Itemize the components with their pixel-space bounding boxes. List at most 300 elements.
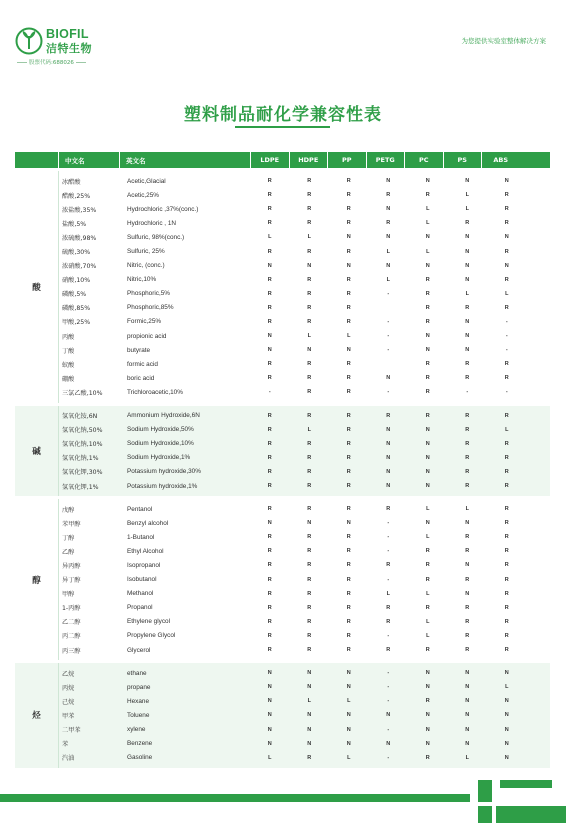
rating-pc: R [425,192,430,199]
rating-abs: R [504,590,509,597]
rating-ldpe: N [267,347,272,354]
rating-pp: N [346,234,351,241]
rating-ps: N [465,262,470,269]
rating-ps: L [465,754,469,761]
rating-ldpe: N [267,684,272,691]
rating-hdpe: R [307,440,312,447]
rating-ps: R [465,548,470,555]
chemical-name-cn: 浓硝酸,70% [62,263,97,271]
chemical-name-cn: 丙三醇 [62,647,81,655]
rating-abs: R [504,647,509,654]
table-row [59,409,550,423]
rating-pp: R [346,426,351,433]
rating-ldpe: - [268,389,271,396]
table-row [59,573,550,587]
chemical-name-cn: 蚁酸 [62,361,75,369]
rating-petg: N [386,454,391,461]
rating-abs: R [504,548,509,555]
rating-abs: L [505,426,509,433]
rating-ps: N [465,712,470,719]
rating-abs: R [504,248,509,255]
rating-hdpe: R [307,412,312,419]
rating-petg: R [386,618,391,625]
chemical-name-en: Hydrochloric , 1N [127,219,177,227]
rating-ps: N [465,347,470,354]
rating-abs: R [504,483,509,490]
rating-pc: R [425,276,430,283]
chemical-name-en: Propylene Glycol [127,632,176,640]
rating-hdpe: N [307,262,312,269]
chemical-name-en: Pentanol [127,505,153,513]
rating-petg: - [387,520,390,527]
chemical-name-en: Isobutanol [127,576,157,584]
chemical-name-en: Acetic,Glacial [127,177,166,185]
rating-ps: L [465,506,469,513]
rating-pp: R [346,248,351,255]
rating-hdpe: R [307,562,312,569]
rating-ps: R [465,632,470,639]
rating-ldpe: R [267,206,272,213]
rating-hdpe: R [307,604,312,611]
rating-abs: N [504,726,509,733]
rating-pc: N [425,262,430,269]
chemical-name-en: Toluene [127,711,150,719]
chemical-name-cn: 苯 [62,741,69,749]
rating-petg: N [386,468,391,475]
group-1 [15,403,550,497]
rating-pc: L [426,632,430,639]
chemical-name-en: xylene [127,726,146,734]
rating-ldpe: L [268,234,272,241]
table-row [59,502,550,516]
chemical-name-cn: 硝酸,10% [62,277,91,285]
rating-petg: N [386,740,391,747]
chemical-name-en: ethane [127,669,147,677]
rating-petg: - [387,534,390,541]
rating-pp: R [346,632,351,639]
rating-pc: N [425,670,430,677]
rating-abs: R [504,562,509,569]
rating-pp: R [346,534,351,541]
rating-pc: N [425,468,430,475]
rating-ldpe: R [267,454,272,461]
rating-ldpe: R [267,220,272,227]
table-row [59,587,550,601]
chemical-name-en: Sodium Hydroxide,10% [127,440,194,448]
table-row [59,722,550,736]
rating-petg: - [387,754,390,761]
rating-ldpe: N [267,333,272,340]
rating-pc: R [425,548,430,555]
rating-ps: L [465,206,469,213]
rating-abs: R [504,375,509,382]
rating-hdpe: R [307,632,312,639]
rating-hdpe: R [307,618,312,625]
title-underline [235,126,330,128]
group-3 [15,660,550,768]
rating-petg: R [386,562,391,569]
rating-pc: L [426,248,430,255]
rating-petg: - [387,318,390,325]
rating-pp: R [346,506,351,513]
footer-decoration [0,780,566,823]
rating-pc: N [425,726,430,733]
chemical-name-cn: 氢氧化铵,6N [62,413,98,421]
rating-ps: N [465,178,470,185]
table-row [59,287,550,301]
table-row [59,174,550,188]
chemical-name-en: Hexane [127,697,150,705]
rating-hdpe: R [307,576,312,583]
rating-ps: R [465,454,470,461]
chemical-name-en: Gasoline [127,754,153,762]
rating-pc: R [425,562,430,569]
rating-pc: R [425,389,430,396]
rating-abs: R [504,576,509,583]
rating-pc: R [425,754,430,761]
rating-abs: R [504,412,509,419]
chemical-name-en: Sulfuric, 25% [127,248,165,256]
rating-abs: R [504,506,509,513]
rating-pp: R [346,454,351,461]
rating-pp: R [346,562,351,569]
header-ldpe: LDPE [251,152,290,168]
rating-petg: R [386,506,391,513]
chemical-name-en: Ammonium Hydroxide,6N [127,412,200,420]
table-body [15,168,550,768]
chemical-name-cn: 硫酸,30% [62,249,91,257]
rating-ldpe: N [267,262,272,269]
rating-ldpe: R [267,604,272,611]
rating-abs: R [504,534,509,541]
rating-ldpe: R [267,534,272,541]
rating-ldpe: R [267,178,272,185]
chemical-name-en: boric acid [127,374,155,382]
rating-abs: R [504,304,509,311]
rating-ps: R [465,220,470,227]
rating-pc: N [425,347,430,354]
table-row [59,680,550,694]
rating-ldpe: R [267,375,272,382]
chemical-name-en: propionic acid [127,332,167,340]
rating-abs: N [504,178,509,185]
rating-abs: R [504,520,509,527]
rating-pp: R [346,178,351,185]
table-row [59,737,550,751]
chemical-name-cn: 氢氧化钠,1% [62,455,99,463]
table-row [59,385,550,399]
rating-petg: R [386,647,391,654]
rating-ldpe: R [267,304,272,311]
rating-pp: L [347,333,351,340]
chemical-name-cn: 磷酸,85% [62,305,91,313]
rating-pp: R [346,389,351,396]
chemical-name-en: Sulfuric, 98%(conc.) [127,233,185,241]
chemical-name-en: Phosphoric,85% [127,304,174,312]
rating-ldpe: R [267,318,272,325]
rating-ps: R [465,483,470,490]
rating-hdpe: R [307,483,312,490]
chemical-name-cn: 丁酸 [62,347,75,355]
chemical-name-cn: 冰醋酸 [62,178,81,186]
rating-hdpe: R [307,304,312,311]
chemical-name-en: 1-Butanol [127,533,155,541]
brand-name-en: BIOFIL [46,27,89,41]
rating-ps: L [465,290,469,297]
rating-hdpe: R [307,754,312,761]
rating-ps: R [465,412,470,419]
rating-pp: R [346,375,351,382]
rating-abs: N [504,234,509,241]
rating-petg: - [387,347,390,354]
rating-hdpe: R [307,468,312,475]
table-row [59,694,550,708]
rating-petg: N [386,375,391,382]
rating-pp: R [346,548,351,555]
rating-hdpe: R [307,248,312,255]
chemical-name-cn: 醋酸,25% [62,192,91,200]
rating-pp: N [346,726,351,733]
header-petg: PETG [367,152,406,168]
rating-hdpe: N [307,726,312,733]
page-title: 塑料制品耐化学兼容性表 [184,105,382,125]
rating-abs: R [504,220,509,227]
rating-hdpe: R [307,192,312,199]
rating-abs: R [504,468,509,475]
table-row [59,615,550,629]
rating-pp: R [346,220,351,227]
group-category: 烃 [15,663,59,768]
rating-hdpe: R [307,506,312,513]
table-row [59,329,550,343]
table-row [59,437,550,451]
chemical-name-cn: 浓盐酸,35% [62,206,97,214]
rating-petg: N [386,440,391,447]
table-row [59,230,550,244]
rating-pp: N [346,670,351,677]
rating-hdpe: R [307,590,312,597]
rating-pc: L [426,506,430,513]
rating-pc: R [425,412,430,419]
rating-petg: - [387,333,390,340]
rating-pp: R [346,618,351,625]
chemical-name-en: Acetic,25% [127,191,159,199]
rating-pp: N [346,740,351,747]
header-cn: 中文名 [59,152,120,168]
rating-ldpe: R [267,248,272,255]
table-row [59,259,550,273]
rating-hdpe: N [307,740,312,747]
rating-petg: L [386,276,390,283]
rating-pp: R [346,304,351,311]
rating-hdpe: N [307,347,312,354]
rating-petg: R [386,412,391,419]
rating-ps: R [465,375,470,382]
chemical-name-cn: 乙二醇 [62,619,81,627]
rating-pp: N [346,262,351,269]
rating-ldpe: R [267,440,272,447]
table-row [59,465,550,479]
chemical-name-cn: 异丙醇 [62,562,81,570]
header-pc: PC [405,152,444,168]
chemical-name-en: Benzyl alcohol [127,519,169,527]
rating-hdpe: L [307,234,311,241]
rating-ldpe: R [267,192,272,199]
table-row [59,643,550,657]
rating-pc: R [425,361,430,368]
rating-ps: N [465,520,470,527]
chemical-name-cn: 氢氧化钠,50% [62,427,103,435]
rating-ldpe: N [267,726,272,733]
group-0 [15,168,550,403]
rating-petg: N [386,426,391,433]
rating-abs: N [504,740,509,747]
rating-abs: R [504,440,509,447]
rating-pc: L [426,534,430,541]
rating-ps: R [465,604,470,611]
rating-pp: N [346,684,351,691]
rating-pp: R [346,412,351,419]
rating-petg: - [387,632,390,639]
chemical-name-cn: 磷酸,5% [62,291,87,299]
rating-ldpe: N [267,712,272,719]
rating-ps: N [465,234,470,241]
rating-pc: N [425,440,430,447]
table-row [59,751,550,765]
rating-pc: N [425,740,430,747]
chemical-name-en: Potassium hydroxide,30% [127,468,201,476]
rating-petg: - [387,698,390,705]
rating-ldpe: R [267,632,272,639]
rating-ps: N [465,670,470,677]
rating-pp: R [346,468,351,475]
rating-pc: N [425,333,430,340]
chemical-name-cn: 丙二醇 [62,633,81,641]
rating-ps: N [465,248,470,255]
rating-hdpe: R [307,534,312,541]
rating-pc: N [425,520,430,527]
rating-abs: N [504,670,509,677]
biofil-leaf-icon [15,27,43,55]
rating-ps: N [465,740,470,747]
rating-pp: R [346,440,351,447]
rating-hdpe: R [307,290,312,297]
table-row [59,558,550,572]
rating-pc: R [425,698,430,705]
rating-ldpe: R [267,426,272,433]
header-ps: PS [444,152,483,168]
rating-ldpe: N [267,520,272,527]
chemical-name-cn: 盐酸,5% [62,220,87,228]
rating-ps: - [466,389,469,396]
rating-hdpe: R [307,375,312,382]
chemical-name-en: Isopropanol [127,561,161,569]
rating-abs: L [505,684,509,691]
rating-abs: R [504,206,509,213]
table-row [59,451,550,465]
rating-pp: R [346,590,351,597]
rating-ldpe: N [267,670,272,677]
rating-abs: - [505,318,508,325]
rating-ps: R [465,534,470,541]
rating-ps: N [465,276,470,283]
rating-petg: - [387,684,390,691]
rating-ldpe: R [267,548,272,555]
table-row [59,479,550,493]
group-category: 醇 [15,499,59,660]
chemical-name-en: Hydrochloric ,37%(conc.) [127,205,199,213]
chemical-name-cn: 氢氧化钾,30% [62,469,103,477]
chemical-name-en: propane [127,683,151,691]
rating-ldpe: R [267,483,272,490]
rating-ldpe: R [267,468,272,475]
rating-abs: R [504,604,509,611]
rating-ldpe: R [267,562,272,569]
chemical-name-cn: 苯甲醇 [62,520,81,528]
rating-hdpe: R [307,389,312,396]
rating-hdpe: R [307,647,312,654]
brand-name-cn: 洁特生物 [46,42,92,55]
chemical-name-cn: 甲醇 [62,591,75,599]
chemical-name-cn: 二甲苯 [62,727,81,735]
rating-hdpe: R [307,318,312,325]
rating-abs: - [505,333,508,340]
rating-pc: R [425,576,430,583]
rating-pc: R [425,604,430,611]
rating-ldpe: R [267,506,272,513]
chemical-name-en: Potassium hydroxide,1% [127,482,198,490]
rating-hdpe: L [307,426,311,433]
table-header [15,152,550,168]
table-row [59,666,550,680]
rating-hdpe: L [307,333,311,340]
rating-pp: R [346,647,351,654]
rating-pp: R [346,318,351,325]
chemical-name-cn: 甲苯 [62,712,75,720]
group-category: 酸 [15,171,59,403]
chemical-name-cn: 己烷 [62,698,75,706]
rating-pc: L [426,590,430,597]
rating-ldpe: R [267,361,272,368]
rating-hdpe: N [307,712,312,719]
table-row [59,343,550,357]
rating-petg: - [387,548,390,555]
rating-ldpe: R [267,618,272,625]
rating-pp: R [346,192,351,199]
rating-ps: L [465,192,469,199]
rating-abs: R [504,361,509,368]
rating-pp: R [346,604,351,611]
table-row [59,629,550,643]
rating-abs: - [505,347,508,354]
group-category: 碱 [15,406,59,497]
header-en: 英文名 [120,152,251,168]
rating-ps: R [465,440,470,447]
chemical-name-en: Propanol [127,604,153,612]
rating-petg: N [386,206,391,213]
rating-pp: R [346,483,351,490]
rating-ps: N [465,590,470,597]
rating-pp: R [346,276,351,283]
rating-hdpe: R [307,276,312,283]
rating-petg: R [386,220,391,227]
rating-abs: R [504,632,509,639]
rating-petg: R [386,604,391,611]
rating-ps: R [465,468,470,475]
rating-hdpe: R [307,220,312,227]
rating-abs: N [504,754,509,761]
rating-pc: R [425,375,430,382]
